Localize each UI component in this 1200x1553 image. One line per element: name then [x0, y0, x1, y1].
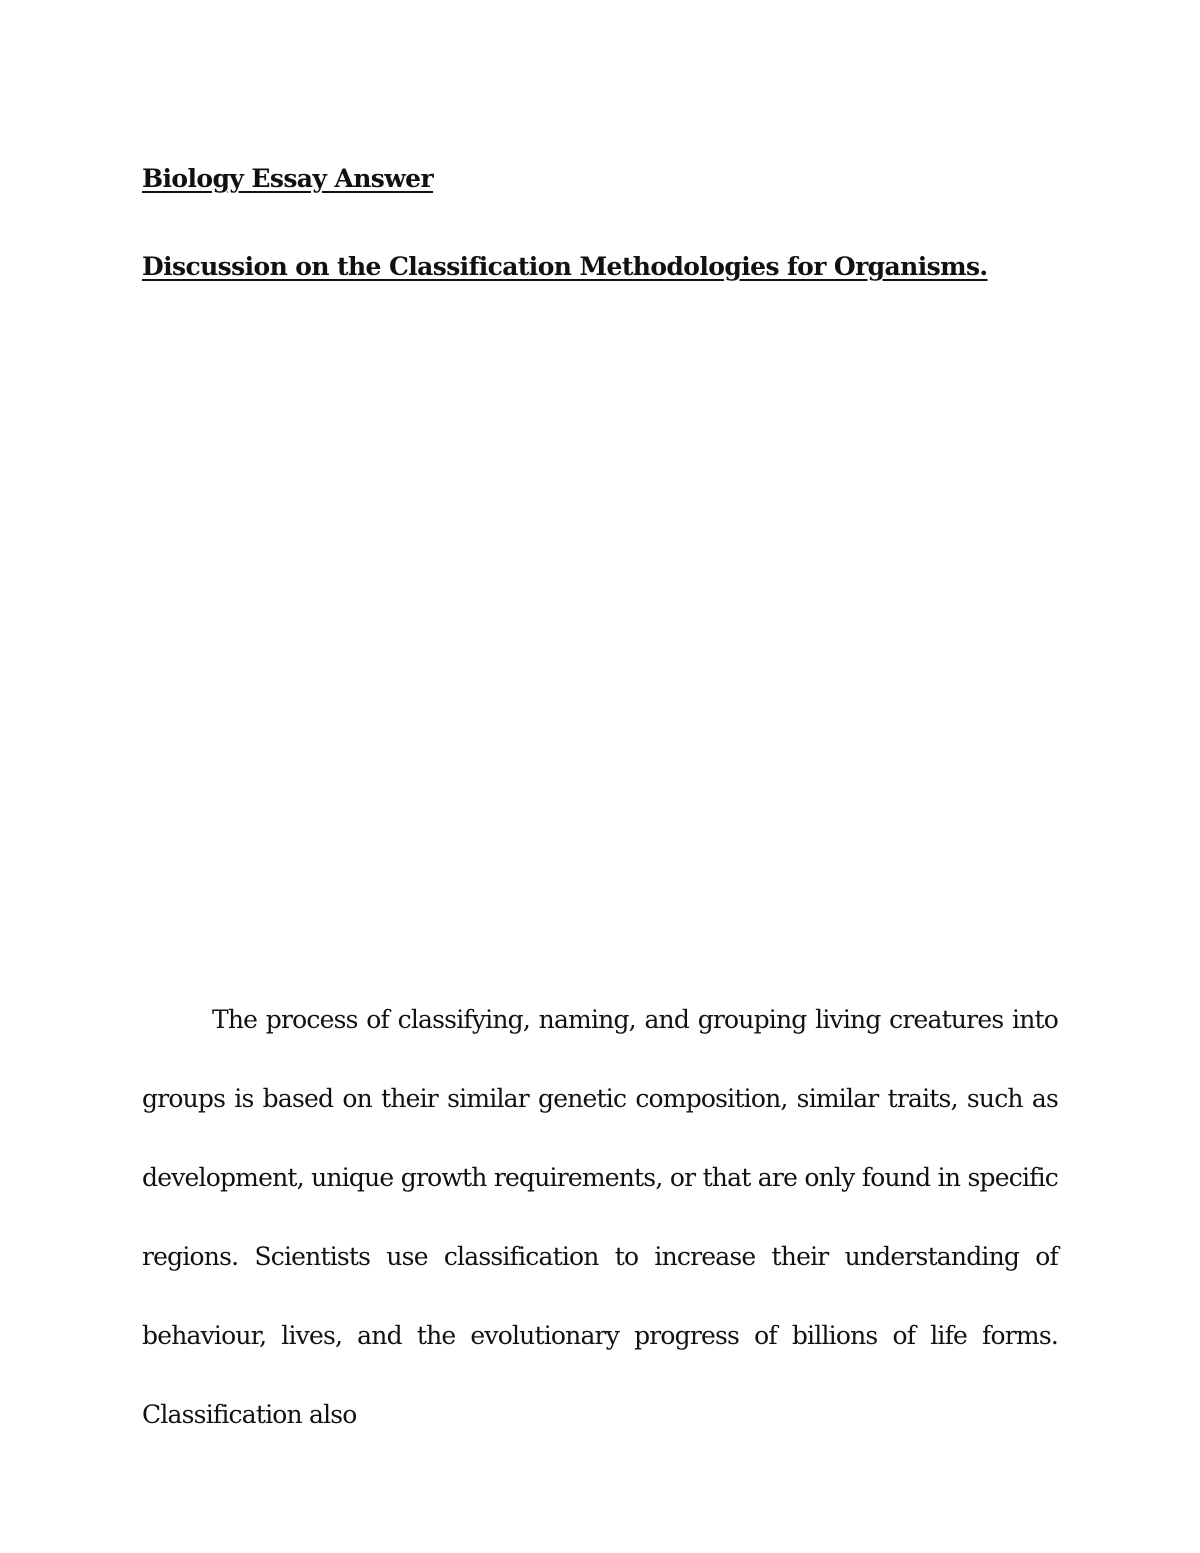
document-subtitle: Discussion on the Classification Methodologies for Organisms. [142, 252, 988, 281]
document-title: Biology Essay Answer [142, 164, 434, 193]
body-paragraph: The process of classifying, naming, and grouping living creatures into groups is based on their similar genetic composition, similar traits, such as development, unique growth requirements, or that are only found in specific regions. Scientists use classification to increase their understanding of behaviour, lives, and the evolutionary progress of billions of life forms. Classification also [142, 1005, 1058, 1429]
